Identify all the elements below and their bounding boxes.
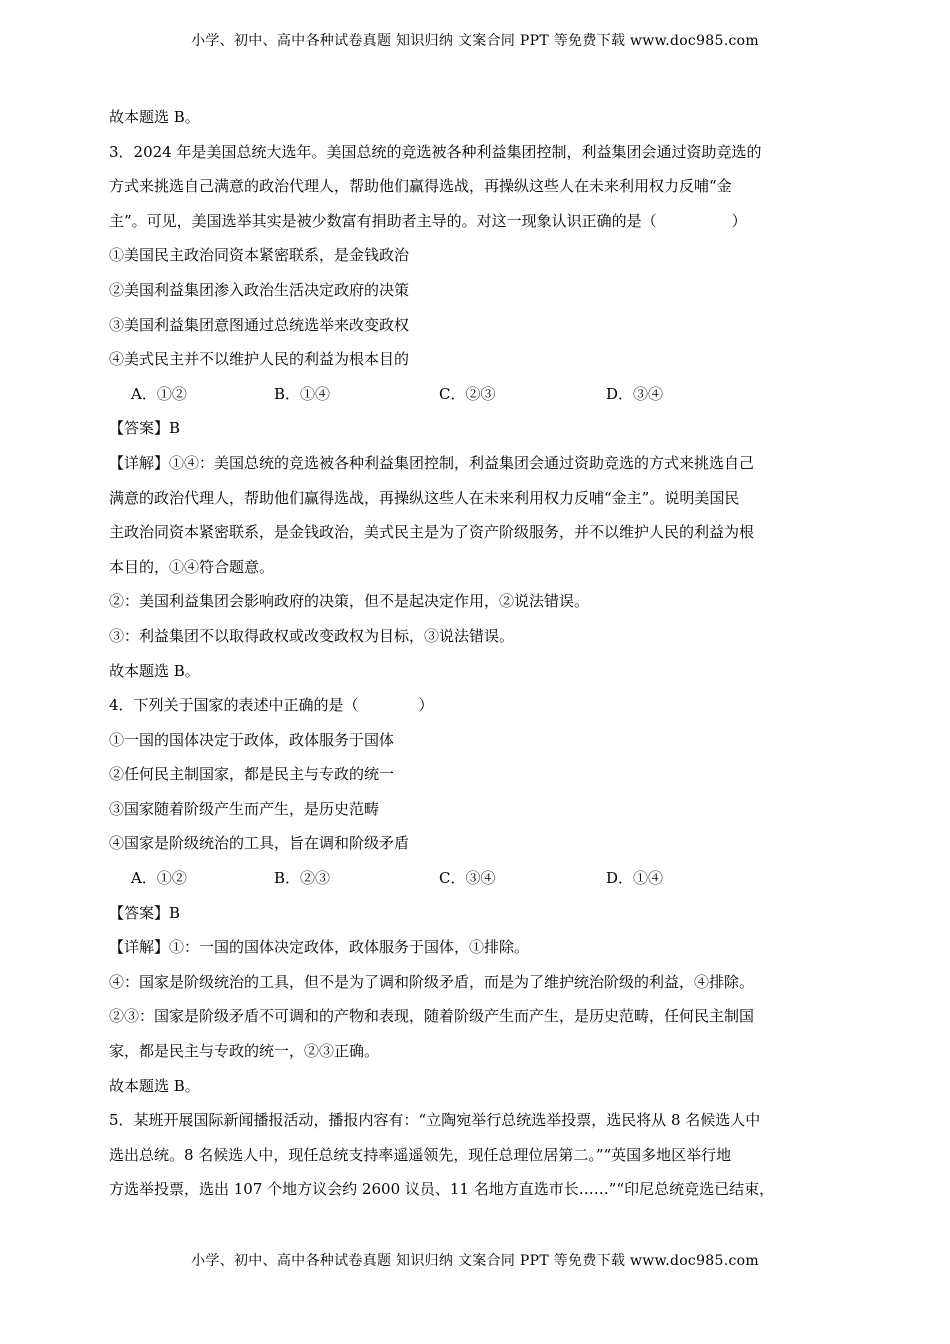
statement-4: ④国家是阶级统治的工具，旨在调和阶级矛盾 xyxy=(109,834,410,853)
explanation-line: ②③：国家是阶级矛盾不可调和的产物和表现，随着阶级产生而产生，是历史范畴，任何民主制国 xyxy=(109,1007,755,1026)
statement-2: ②任何民主制国家，都是民主与专政的统一 xyxy=(109,765,395,784)
question-stem-line: 主”。可见，美国选举其实是被少数富有捐助者主导的。对这一现象认识正确的是（ ） xyxy=(109,211,747,230)
statement-1: ①美国民主政治同资本紧密联系，是金钱政治 xyxy=(109,246,410,265)
explanation-line: 家，都是民主与专政的统一，②③正确。 xyxy=(109,1042,380,1061)
question-3 xyxy=(109,135,845,689)
option-d: D．①④ xyxy=(606,869,664,888)
question-stem-line: 方选举投票，选出 107 个地方议会约 2600 议员、11 名地方直选市长……”“印尼总统竞选已结束， xyxy=(109,1180,775,1199)
option-c: C．②③ xyxy=(439,384,496,403)
option-d: D．③④ xyxy=(606,384,664,403)
answer: 【答案】B xyxy=(109,903,181,922)
statement-4: ④美式民主并不以维护人民的利益为根本目的 xyxy=(109,350,410,369)
statement-1: ①一国的国体决定于政体，政体服务于国体 xyxy=(109,730,395,749)
question-5 xyxy=(109,1103,845,1207)
statement-2: ②美国利益集团渗入政治生活决定政府的决策 xyxy=(109,280,410,299)
page-footer: 小学、初中、高中各种试卷真题 知识归纳 文案合同 PPT 等免费下载 www.doc985.com xyxy=(191,1253,759,1269)
explanation-line: ②：美国利益集团会影响政府的决策，但不是起决定作用，②说法错误。 xyxy=(109,592,590,611)
option-b: B．①④ xyxy=(274,384,331,403)
answer: 【答案】B xyxy=(109,419,181,438)
question-4 xyxy=(109,688,845,1103)
options-row xyxy=(109,861,845,896)
explanation-line: 主政治同资本紧密联系，是金钱政治，美式民主是为了资产阶级服务，并不以维护人民的利益为根 xyxy=(109,523,755,542)
options-row xyxy=(109,377,845,412)
explanation-line: ④：国家是阶级统治的工具，但不是为了调和阶级矛盾，而是为了维护统治阶级的利益，④排除。 xyxy=(109,972,755,991)
previous-conclusion: 故本题选 B。 xyxy=(109,108,200,126)
option-a: A．①② xyxy=(131,869,187,888)
conclusion: 故本题选 B。 xyxy=(109,661,200,680)
page-header: 小学、初中、高中各种试卷真题 知识归纳 文案合同 PPT 等免费下载 www.doc985.com xyxy=(191,33,759,49)
explanation-line: 本目的，①④符合题意。 xyxy=(109,557,275,576)
question-stem-line: 5．某班开展国际新闻播报活动，播报内容有：“立陶宛举行总统选举投票，选民将从 8 名候选人中 xyxy=(109,1111,761,1130)
option-b: B．②③ xyxy=(274,869,331,888)
explanation-line: 【详解】①④：美国总统的竞选被各种利益集团控制，利益集团会通过资助竞选的方式来挑选自己 xyxy=(109,453,755,472)
question-stem-line: 方式来挑选自己满意的政治代理人，帮助他们赢得选战，再操纵这些人在未来利用权力反哺“金 xyxy=(109,177,732,196)
explanation-line: ③：利益集团不以取得政权或改变政权为目标，③说法错误。 xyxy=(109,626,515,645)
option-c: C．③④ xyxy=(439,869,496,888)
question-stem-line: 选出总统。8 名候选人中，现任总统支持率遥遥领先，现任总理位居第二。”“英国多地区举行地 xyxy=(109,1145,732,1164)
conclusion: 故本题选 B。 xyxy=(109,1076,200,1095)
question-stem-line: 3．2024 年是美国总统大选年。美国总统的竞选被各种利益集团控制，利益集团会通过资助竞选的 xyxy=(109,142,762,161)
option-a: A．①② xyxy=(131,384,187,403)
statement-3: ③国家随着阶级产生而产生，是历史范畴 xyxy=(109,799,380,818)
explanation-line: 【详解】①：一国的国体决定政体，政体服务于国体，①排除。 xyxy=(109,938,530,957)
statement-3: ③美国利益集团意图通过总统选举来改变政权 xyxy=(109,315,410,334)
document-body xyxy=(109,100,845,1207)
explanation-line: 满意的政治代理人，帮助他们赢得选战，再操纵这些人在未来利用权力反哺“金主”。说明美国民 xyxy=(109,488,740,507)
question-stem-line: 4．下列关于国家的表述中正确的是（ ） xyxy=(109,696,434,715)
